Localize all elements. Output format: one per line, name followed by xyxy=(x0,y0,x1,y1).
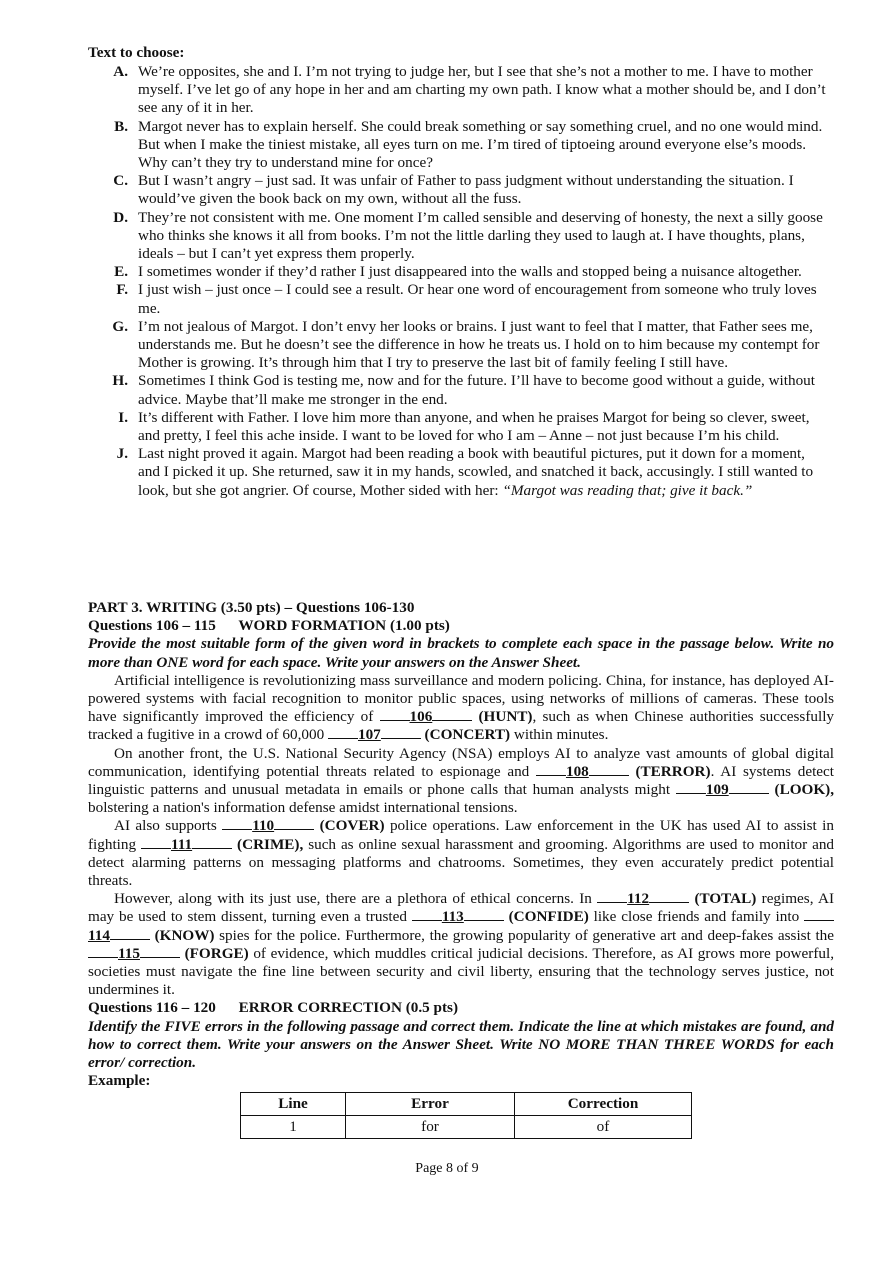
blank-110: 110 (COVER) xyxy=(222,817,384,834)
option-text: I sometimes wonder if they’d rather I just disappeared into the walls and stopped being a nuisance altogether. xyxy=(138,263,802,281)
option-letter: E. xyxy=(114,263,128,281)
option-letter: C. xyxy=(113,172,128,190)
option-item xyxy=(88,172,828,208)
wf-paragraph-3: AI also supports 110 (COVER) police operations. Law enforcement in the UK has used AI to assist in fighting 111 (CRIME), such as online sexual harassment and grooming. Algorithms are used to monitor and detect alarming patterns on messaging platforms and chatrooms. Sometimes, they even accurately predict potential threats. xyxy=(88,817,835,890)
option-text: Margot never has to explain herself. She could break something or say something cruel, and no one would mind. But when I make the tiniest mistake, all eyes turn on me. I’m tired of tiptoeing around everyone else’s moods. Why can’t they try to understand mine for once? xyxy=(138,117,823,172)
option-item xyxy=(88,409,828,445)
wf-paragraph-4: However, along with its just use, there are a plethora of ethical concerns. In 112 (TOTAL) regimes, AI may be used to stem dissent, turning even a trusted 113 (CONFIDE) like close friends and family into 114 (KNOW) spies for the police. Furthermore, the growing popularity of generative art and deep-fakes assist the 115 (FORGE) of evidence, which muddles critical judicial decisions. Therefore, as AI grows more powerful, societies must navigate the fine line between security and civil liberty, ensuring that the technology serves justice, not undermines it. xyxy=(88,890,835,999)
cell-correction: of xyxy=(515,1116,692,1139)
option-item xyxy=(88,63,828,118)
error-correction-instruction: Identify the FIVE errors in the following passage and correct them. Indicate the line at which mistakes are found, and how to correct them. Write your answers on the Answer Sheet. Write NO MORE THAN THREE WORDS for each error/ correction. xyxy=(88,1017,834,1072)
blank-114: 114 (KNOW) xyxy=(88,908,834,943)
option-letter: B. xyxy=(114,117,128,135)
word-formation-instruction: Provide the most suitable form of the given word in brackets to complete each space in the passage below. Write no more than ONE word for each space. Write your answers on the Answer Sheet. xyxy=(88,635,834,671)
blank-112: 112 (TOTAL) xyxy=(597,890,756,907)
option-item xyxy=(88,281,828,317)
option-text: Last night proved it again. Margot had been reading a book with beautiful pictures, put it down for a moment, and I picked it up. She returned, saw it in my hands, scowled, and snatched it back, accusingly. I still wanted to look, but she got angrier. Of course, Mother sided with her: “Margot was reading that; give it back.” xyxy=(138,445,814,499)
example-label: Example: xyxy=(88,1072,151,1090)
example-table-header xyxy=(241,1093,692,1116)
wf-paragraph-1: Artificial intelligence is revolutionizing mass surveillance and modern policing. China, for instance, has deployed AI-powered systems with facial recognition to monitor public spaces, using networks of millions of cameras. These tools have significantly improved the efficiency of 106 (HUNT), such as when Chinese authorities successfully tracked a fugitive in a crowd of 60,000 107 (CONCERT) within minutes. xyxy=(88,671,835,744)
blank-109: 109 (LOOK), xyxy=(676,781,834,798)
option-letter: H. xyxy=(112,372,128,390)
option-text: I’m not jealous of Margot. I don’t envy her looks or brains. I just want to feel that I matter, that Father sees me, understands me. But he doesn’t see the difference in how he treats us. I hold on to him because my contempt for Mother is growing. It’s through him that I try to preserve the last bit of family feeling I still have. xyxy=(138,317,820,372)
blank-106: 106 (HUNT) xyxy=(380,708,533,725)
blank-108: 108 (TERROR) xyxy=(536,763,711,780)
option-letter: A. xyxy=(113,63,128,80)
blank-111: 111 (CRIME), xyxy=(141,836,303,853)
option-letter: G. xyxy=(112,317,128,335)
option-letter: J. xyxy=(116,445,128,463)
option-text: Sometimes I think God is testing me, now and for the future. I’ll have to become good without a guide, without advice. Maybe that’ll make me stronger in the end. xyxy=(138,372,815,408)
blank-115: 115 (FORGE) xyxy=(88,945,249,962)
option-item xyxy=(88,372,828,408)
option-text: It’s different with Father. I love him more than anyone, and when he praises Margot for being so clever, sweet, and pretty, I feel this ache inside. I want to be loved for who I am – Anne – not just because I’m his child. xyxy=(138,408,810,445)
cell-error: for xyxy=(346,1116,515,1139)
header-correction: Correction xyxy=(515,1093,692,1116)
example-table-row xyxy=(241,1116,692,1139)
word-formation-heading: Questions 106 – 115 WORD FORMATION (1.00 pts) xyxy=(88,617,450,635)
option-item xyxy=(88,318,828,373)
cell-line: 1 xyxy=(241,1116,346,1139)
option-letter: I. xyxy=(118,408,128,426)
option-letter: F. xyxy=(116,281,128,299)
part3-section xyxy=(88,599,834,1090)
part3-heading: PART 3. WRITING (3.50 pts) – Questions 106-130 xyxy=(88,599,415,616)
example-table xyxy=(240,1092,692,1139)
option-text: But I wasn’t angry – just sad. It was unfair of Father to pass judgment without understanding the situation. I would’ve given the book back on my own, without all the fuss. xyxy=(138,172,794,208)
options-list xyxy=(88,63,828,500)
option-item xyxy=(88,263,828,281)
option-letter: D. xyxy=(113,208,128,226)
option-item xyxy=(88,118,828,173)
option-quote: “Margot was reading that; give it back.” xyxy=(502,481,753,499)
page-number: Page 8 of 9 xyxy=(415,1161,479,1176)
blank-107: 107 (CONCERT) xyxy=(328,726,510,743)
option-text: We’re opposites, she and I. I’m not trying to judge her, but I see that she’s not a mother to me. I have to mother myself. I’ve let go of any hope in her and am charting my own path. I know what a mother should be, and I don’t see any of it in her. xyxy=(138,63,826,117)
option-text: I just wish – just once – I could see a result. Or hear one word of encouragement from someone who truly loves me. xyxy=(138,281,817,317)
error-correction-heading: Questions 116 – 120 ERROR CORRECTION (0.5 pts) xyxy=(88,999,459,1017)
option-text: They’re not consistent with me. One moment I’m called sensible and deserving of honesty, the next a silly goose who thinks she knows it all from books. I’m not the little darling they used to laugh at. I have thoughts, plans, ideals – but I can’t yet express them properly. xyxy=(138,208,823,263)
text-to-choose-title: Text to choose: xyxy=(88,44,185,61)
option-item xyxy=(88,209,828,264)
blank-113: 113 (CONFIDE) xyxy=(412,908,589,925)
header-error: Error xyxy=(346,1093,515,1116)
header-line: Line xyxy=(241,1093,346,1116)
wf-paragraph-2: On another front, the U.S. National Security Agency (NSA) employs AI to analyze vast amounts of global digital communication, identifying potential threats related to espionage and 108 (TERROR). AI systems detect linguistic patterns and unusual metadata in emails or phone calls that human analysts might 109 (LOOK), bolstering a nation's information defense amidst international tensions. xyxy=(88,744,835,817)
option-item xyxy=(88,445,828,500)
